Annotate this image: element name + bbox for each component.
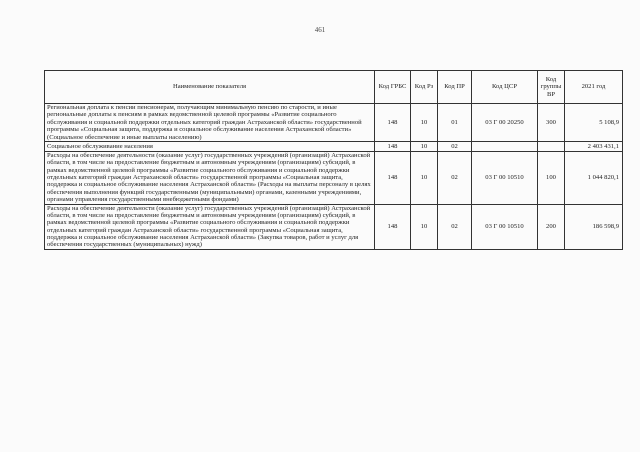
row-amount: 1 044 820,1 xyxy=(565,151,623,204)
table-header-row xyxy=(45,71,623,104)
header-grbs: Код ГРБС xyxy=(375,71,411,104)
row-vr: 300 xyxy=(538,104,565,142)
row-pr: 02 xyxy=(438,151,472,204)
row-rz: 10 xyxy=(411,141,438,151)
header-pr: Код ПР xyxy=(438,71,472,104)
row-pr: 02 xyxy=(438,141,472,151)
row-amount: 186 598,9 xyxy=(565,204,623,249)
row-vr: 100 xyxy=(538,151,565,204)
row-pr: 02 xyxy=(438,204,472,249)
row-grbs: 148 xyxy=(375,104,411,142)
row-csr: 03 Г 00 10510 xyxy=(472,151,538,204)
row-rz: 10 xyxy=(411,204,438,249)
row-csr xyxy=(472,141,538,151)
row-grbs: 148 xyxy=(375,151,411,204)
row-vr: 200 xyxy=(538,204,565,249)
table-row xyxy=(45,104,623,142)
budget-table xyxy=(44,70,623,250)
row-vr xyxy=(538,141,565,151)
row-grbs: 148 xyxy=(375,204,411,249)
row-name: Социальное обслуживание населения xyxy=(45,141,375,151)
table-row xyxy=(45,141,623,151)
row-rz: 10 xyxy=(411,104,438,142)
row-name: Региональная доплата к пенсии пенсионерам, получающим минимальную пенсию по старости, и иные региональные доплаты к пенсиям в рамках ведомственной целевой программы «Развитие социального обслуживания и социальной поддержки отдельных категорий граждан Астраханской области» государственной программы «Социальная защита, поддержка и социальное обслуживание населения Астраханской области» (Социальное обеспечение и иные выплаты населению) xyxy=(45,104,375,142)
table-row xyxy=(45,204,623,249)
header-name: Наименование показателя xyxy=(45,71,375,104)
row-name: Расходы на обеспечение деятельности (оказание услуг) государственных учреждений (организаций) Астраханской области, в том числе на предоставление бюджетным и автономным учреждениям (организациям) субсидий, в рамках ведомственной целевой программы «Развитие социального обслуживания и социальной поддержки отдельных категорий граждан Астраханской области» государственной программы «Социальная защита, поддержка и социальное обслуживание населения Астраханской области» (Закупка товаров, работ и услуг для обеспечения государственных (муниципальных) нужд) xyxy=(45,204,375,249)
header-csr: Код ЦСР xyxy=(472,71,538,104)
row-csr: 03 Г 00 20250 xyxy=(472,104,538,142)
row-rz: 10 xyxy=(411,151,438,204)
row-csr: 03 Г 00 10510 xyxy=(472,204,538,249)
header-vr: Код группы ВР xyxy=(538,71,565,104)
row-amount: 2 403 431,1 xyxy=(565,141,623,151)
row-name: Расходы на обеспечение деятельности (оказание услуг) государственных учреждений (организаций) Астраханской области, в том числе на предоставление бюджетным и автономным учреждениям (организациям) субсидий, в рамках ведомственной целевой программы «Развитие социального обслуживания и социальной поддержки отдельных категорий граждан Астраханской области» государственной программы «Социальная защита, поддержка и социальное обслуживание населения Астраханской области» (Расходы на выплаты персоналу в целях обеспечения выполнения функций государственными (муниципальными) органами, казенными учреждениями, органами управления государственными внебюджетными фондами) xyxy=(45,151,375,204)
row-grbs: 148 xyxy=(375,141,411,151)
header-rz: Код Рз xyxy=(411,71,438,104)
header-year: 2021 год xyxy=(565,71,623,104)
table-row xyxy=(45,151,623,204)
row-amount: 5 108,9 xyxy=(565,104,623,142)
page-number: 461 xyxy=(314,26,326,34)
row-pr: 01 xyxy=(438,104,472,142)
